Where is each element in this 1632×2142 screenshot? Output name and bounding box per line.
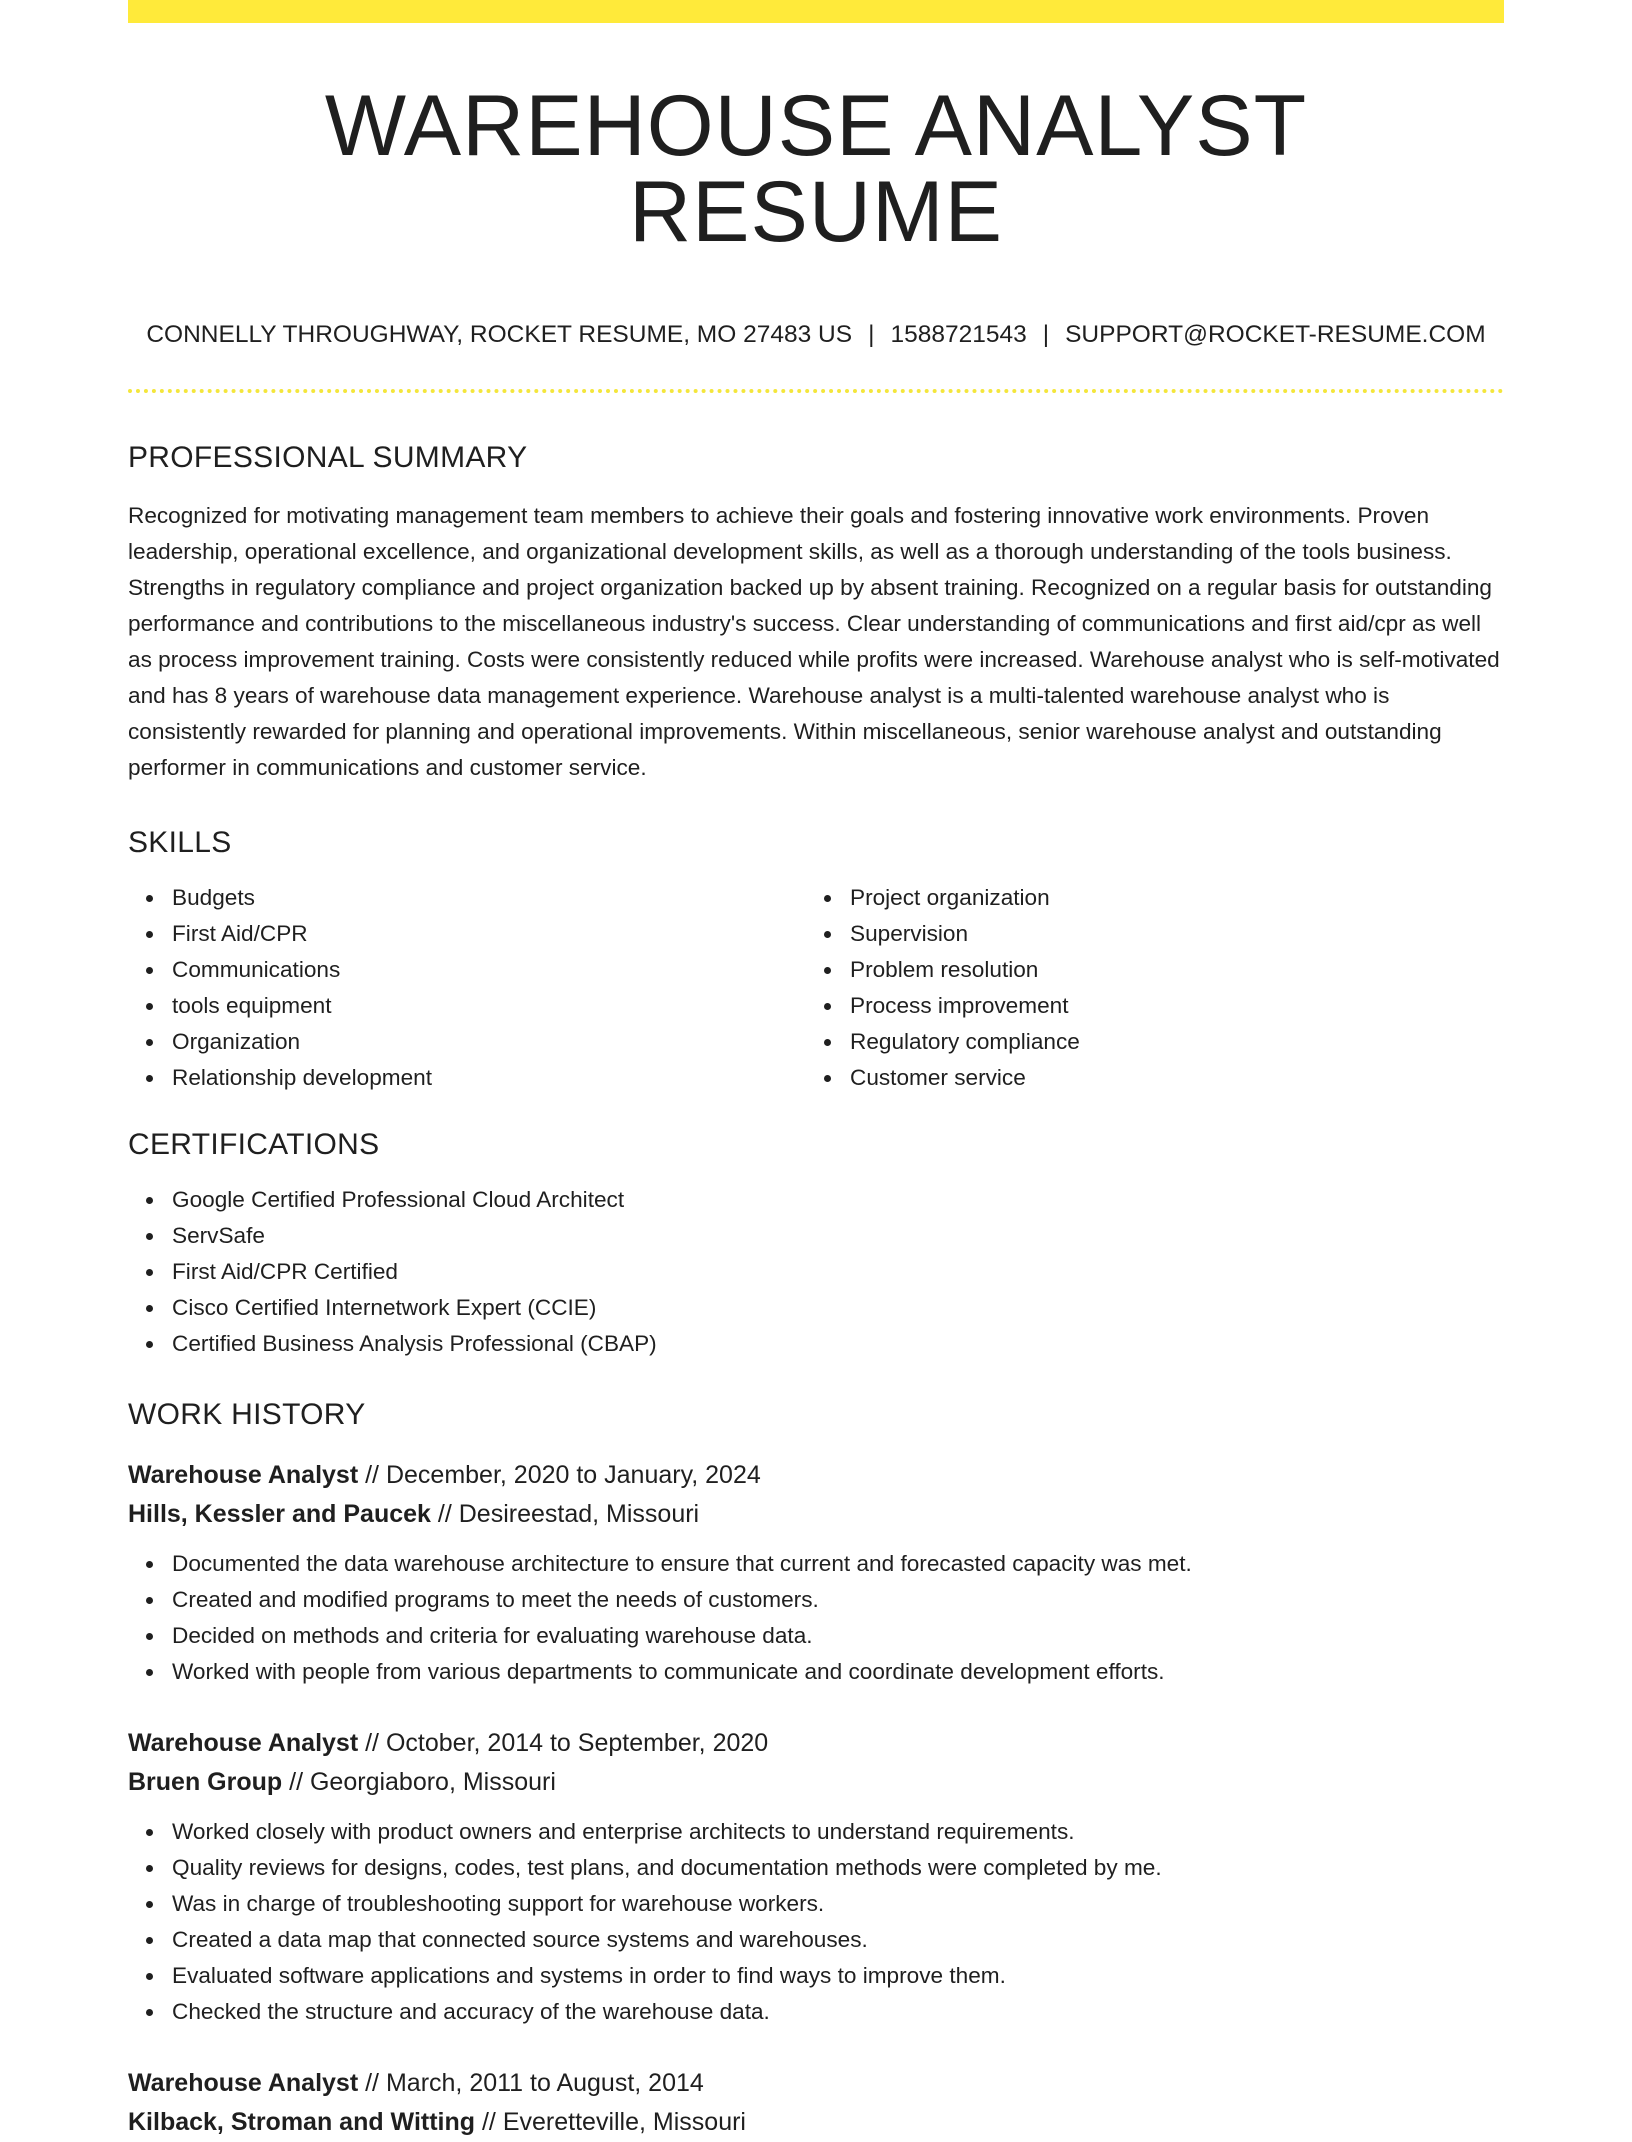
skills-column-right	[806, 880, 1484, 1096]
job-duty: Decided on methods and criteria for evaluating warehouse data.	[172, 1618, 1504, 1654]
job-title: Warehouse Analyst	[128, 1728, 359, 1757]
job-title-line	[128, 2064, 1504, 2103]
skill-item: Problem resolution	[850, 952, 1484, 988]
job-location: Everetteville, Missouri	[502, 2107, 746, 2136]
job-dates: December, 2020 to January, 2024	[385, 1460, 761, 1489]
skill-item: Communications	[172, 952, 806, 988]
skills-heading: SKILLS	[128, 825, 232, 859]
contact-address: CONNELLY THROUGHWAY, ROCKET RESUME, MO 27483 US	[146, 321, 853, 348]
certification-item: Certified Business Analysis Professional (CBAP)	[172, 1326, 1504, 1362]
job-divider: //	[481, 2107, 496, 2136]
contact-separator: |	[1042, 321, 1050, 348]
job-company: Kilback, Stroman and Witting	[128, 2107, 476, 2136]
job-divider: //	[289, 1767, 304, 1796]
skill-item: tools equipment	[172, 988, 806, 1024]
job-company-line	[128, 1763, 1504, 1802]
job-duties-list	[128, 1546, 1504, 1690]
job-duty: Worked closely with product owners and enterprise architects to understand requirements.	[172, 1814, 1504, 1850]
skill-item: First Aid/CPR	[172, 916, 806, 952]
skill-item: Regulatory compliance	[850, 1024, 1484, 1060]
certification-item: First Aid/CPR Certified	[172, 1254, 1504, 1290]
job-title-line	[128, 1456, 1504, 1495]
summary-text: Recognized for motivating management team members to achieve their goals and fostering innovative work environments. Proven leadership, operational excellence, and organizational development skills, as well as a thorough understanding of the tools business. Strengths in regulatory compliance and project organization backed up by absent training. Recognized on a regular basis for outstanding performance and contributions to the miscellaneous industry's success. Clear understanding of communications and first aid/cpr as well as process improvement training. Costs were consistently reduced while profits were increased. Warehouse analyst who is self-motivated and has 8 years of warehouse data management experience. Warehouse analyst is a multi-talented warehouse analyst who is consistently rewarded for planning and operational improvements. Within miscellaneous, senior warehouse analyst and outstanding performer in communications and customer service.	[128, 502, 1500, 780]
contact-line	[128, 323, 1504, 348]
job-duty: Checked the structure and accuracy of the warehouse data.	[172, 1994, 1504, 2030]
top-accent-bar	[128, 0, 1504, 23]
contact-phone[interactable]: 1588721543	[890, 321, 1027, 348]
job-entry	[128, 2064, 1504, 2142]
skill-item: Organization	[172, 1024, 806, 1060]
summary-heading: PROFESSIONAL SUMMARY	[128, 440, 528, 474]
job-title-line	[128, 1724, 1504, 1763]
job-title: Warehouse Analyst	[128, 1460, 359, 1489]
certification-item: Cisco Certified Internetwork Expert (CCIE)	[172, 1290, 1504, 1326]
skill-item: Process improvement	[850, 988, 1484, 1024]
skills-column-left	[128, 880, 806, 1096]
job-company: Bruen Group	[128, 1767, 283, 1796]
job-dates: October, 2014 to September, 2020	[385, 1728, 769, 1757]
job-duty: Created and modified programs to meet the needs of customers.	[172, 1582, 1504, 1618]
skills-grid	[128, 880, 1504, 1096]
job-location: Desireestad, Missouri	[458, 1499, 700, 1528]
job-company-line	[128, 1495, 1504, 1534]
job-divider: //	[365, 1728, 380, 1757]
job-entry	[128, 1724, 1504, 2030]
skill-item: Budgets	[172, 880, 806, 916]
job-duty: Was in charge of troubleshooting support for warehouse workers.	[172, 1886, 1504, 1922]
job-location: Georgiaboro, Missouri	[309, 1767, 556, 1796]
job-duty: Documented the data warehouse architecture to ensure that current and forecasted capacity was met.	[172, 1546, 1504, 1582]
header-divider	[128, 389, 1504, 393]
skill-item: Customer service	[850, 1060, 1484, 1096]
job-divider: //	[437, 1499, 452, 1528]
job-duty: Quality reviews for designs, codes, test plans, and documentation methods were completed by me.	[172, 1850, 1504, 1886]
job-title: Warehouse Analyst	[128, 2068, 359, 2097]
resume-page	[128, 0, 1504, 2142]
skills-list-left	[128, 880, 806, 1096]
skill-item: Project organization	[850, 880, 1484, 916]
job-duty: Created a data map that connected source systems and warehouses.	[172, 1922, 1504, 1958]
job-dates: March, 2011 to August, 2014	[385, 2068, 704, 2097]
job-company-line	[128, 2103, 1504, 2142]
job-duties-list	[128, 1814, 1504, 2030]
certification-item: ServSafe	[172, 1218, 1504, 1254]
job-duty: Worked with people from various departments to communicate and coordinate development efforts.	[172, 1654, 1504, 1690]
certifications-list	[128, 1182, 1504, 1362]
job-divider: //	[365, 1460, 380, 1489]
resume-title: WAREHOUSE ANALYST RESUME	[324, 78, 1308, 260]
job-divider: //	[365, 2068, 380, 2097]
certifications-heading: CERTIFICATIONS	[128, 1127, 380, 1161]
skills-list-right	[806, 880, 1484, 1096]
job-duty: Evaluated software applications and systems in order to find ways to improve them.	[172, 1958, 1504, 1994]
contact-separator: |	[868, 321, 875, 348]
skill-item: Supervision	[850, 916, 1484, 952]
job-entry	[128, 1456, 1504, 1690]
job-company: Hills, Kessler and Paucek	[128, 1499, 431, 1528]
skill-item: Relationship development	[172, 1060, 806, 1096]
work-history-heading: WORK HISTORY	[128, 1397, 366, 1431]
contact-email[interactable]: SUPPORT@ROCKET-RESUME.COM	[1065, 321, 1486, 348]
certification-item: Google Certified Professional Cloud Architect	[172, 1182, 1504, 1218]
